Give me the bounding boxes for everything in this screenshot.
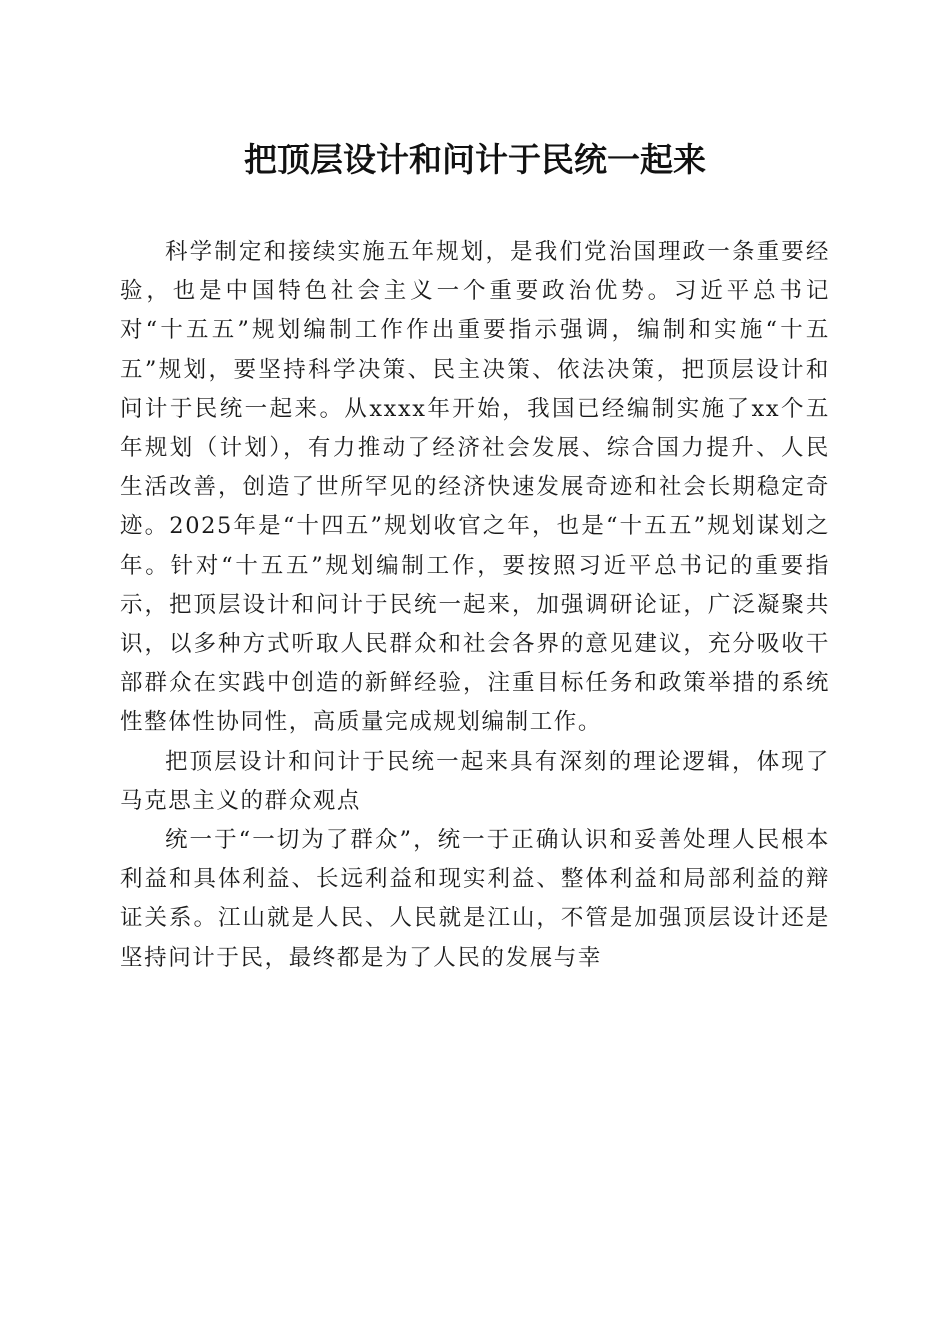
document-title: 把顶层设计和问计于民统一起来 bbox=[244, 140, 706, 179]
paragraph-theory-heading: 把顶层设计和问计于民统一起来具有深刻的理论逻辑，体现了马克思主义的群众观点 bbox=[120, 748, 830, 814]
document-body bbox=[120, 233, 830, 978]
paragraph-intro: 科学制定和接续实施五年规划，是我们党治国理政一条重要经验，也是中国特色社会主义一个重要政治优势。习近平总书记对“十五五”规划编制工作作出重要指示强调，编制和实施“十五五”规划，要坚持科学决策、民主决策、依法决策，把顶层设计和问计于民统一起来。从xxxx年开始，我国已经编制实施了xx个五年规划（计划），有力推动了经济社会发展、综合国力提升、人民生活改善，创造了世所罕见的经济快速发展奇迹和社会长期稳定奇迹。2025年是“十四五”规划收官之年，也是“十五五”规划谋划之年。针对“十五五”规划编制工作，要按照习近平总书记的重要指示，把顶层设计和问计于民统一起来，加强调研论证，广泛凝聚共识，以多种方式听取人民群众和社会各界的意见建议，充分吸收干部群众在实践中创造的新鲜经验，注重目标任务和政策举措的系统性整体性协同性，高质量完成规划编制工作。 bbox=[120, 239, 830, 736]
paragraph-unity: 统一于“一切为了群众”，统一于正确认识和妥善处理人民根本利益和具体利益、长远利益和现实利益、整体利益和局部利益的辩证关系。江山就是人民、人民就是江山，不管是加强顶层设计还是坚持问计于民，最终都是为了人民的发展与幸 bbox=[120, 827, 830, 971]
